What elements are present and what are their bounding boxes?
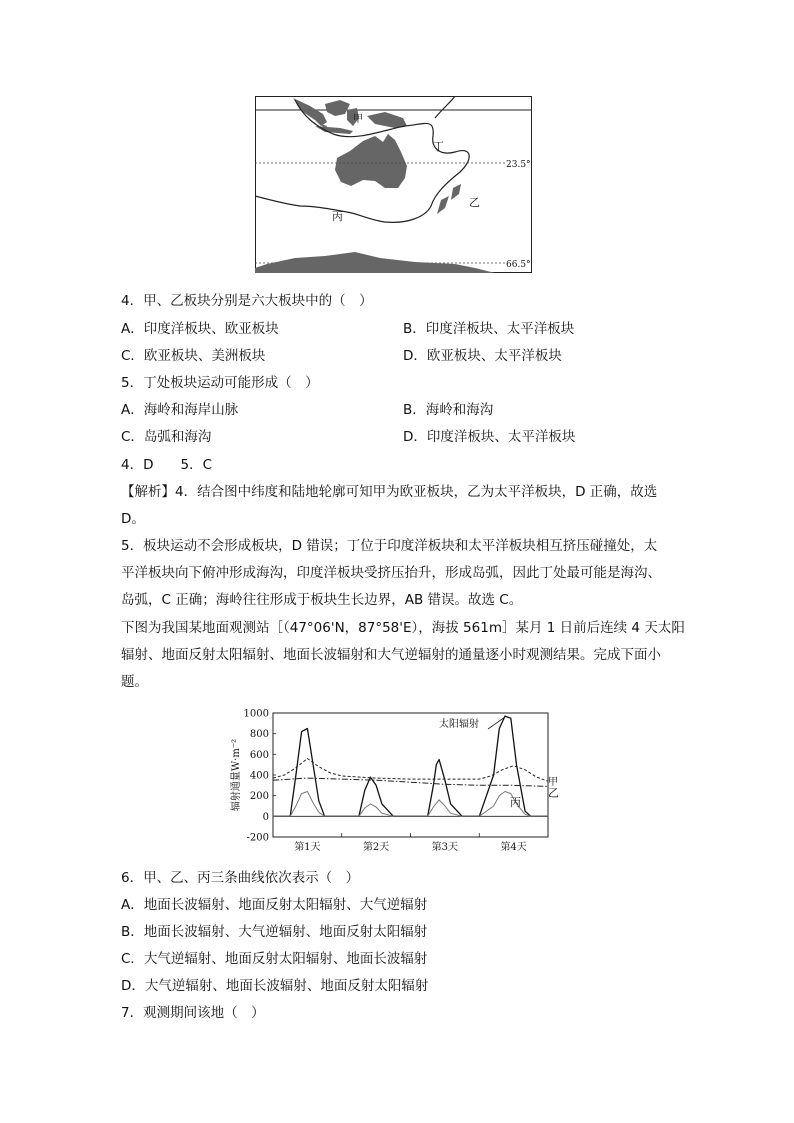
analysis-line-3: 5．板块运动不会形成板块，D 错误；丁位于印度洋板块和太平洋板块相互挤压碰撞处，太: [121, 538, 658, 554]
x-tick-label: 第1天: [294, 842, 321, 853]
label-jia: 甲: [548, 777, 558, 789]
label-lat-66: 66.5°: [506, 260, 531, 270]
x-tick-label: 第2天: [362, 842, 390, 853]
q4-option-c[interactable]: C．欧亚板块、美洲板块: [121, 348, 266, 364]
label-bing: 丙: [332, 210, 343, 223]
q4-stem: 4．甲、乙板块分别是六大板块中的（ ）: [121, 293, 373, 309]
label-bing: 丙: [510, 796, 521, 809]
series-bing: [273, 792, 548, 817]
series-solar: [273, 716, 548, 816]
q5-option-a[interactable]: A．海岭和海岸山脉: [121, 402, 239, 418]
analysis-line-1: 【解析】4．结合图中纬度和陆地轮廓可知甲为欧亚板块，乙为太平洋板块，D 正确，故选: [121, 484, 658, 500]
q7-stem: 7．观测期间该地（ ）: [121, 1005, 265, 1021]
y-tick-label: 600: [249, 749, 269, 761]
q4-option-d[interactable]: D．欧亚板块、太平洋板块: [403, 348, 562, 364]
y-tick-label: 800: [249, 729, 269, 741]
q6-option-b[interactable]: B．地面长波辐射、大气逆辐射、地面反射太阳辐射: [121, 924, 428, 940]
label-jia: 甲: [353, 114, 363, 125]
q6-option-a[interactable]: A．地面长波辐射、地面反射太阳辐射、大气逆辐射: [121, 897, 428, 913]
q6-option-d[interactable]: D．大气逆辐射、地面长波辐射、地面反射太阳辐射: [121, 978, 429, 994]
analysis-line-5: 岛弧，C 正确；海岭往往形成于板块生长边界，AB 错误。故选 C。: [121, 592, 523, 608]
label-yi: 乙: [469, 196, 480, 209]
analysis-line-2: D。: [121, 511, 145, 527]
q4-option-a[interactable]: A．印度洋板块、欧亚板块: [121, 321, 279, 337]
q6-stem: 6．甲、乙、丙三条曲线依次表示（ ）: [121, 870, 360, 886]
y-tick-label: 200: [249, 791, 269, 803]
x-tick-label: 第4天: [500, 842, 527, 853]
x-tick-label: 第3天: [431, 842, 459, 853]
y-axis-label: 辐射通量W·m⁻²: [231, 738, 242, 812]
q5-option-c[interactable]: C．岛弧和海沟: [121, 429, 212, 445]
label-yi: 乙: [548, 786, 559, 800]
label-solar: 太阳辐射: [439, 719, 479, 730]
plate-map: [255, 96, 532, 273]
y-tick-label: 400: [249, 770, 269, 782]
y-tick-label: 0: [262, 811, 269, 823]
intro-line-3: 题。: [121, 674, 148, 690]
label-ding: 丁: [433, 140, 444, 153]
label-lat-23: 23.5°: [506, 160, 531, 170]
y-tick-label: 1000: [243, 708, 269, 720]
analysis-line-4: 平洋板块向下俯冲形成海沟，印度洋板块受挤压抬升，形成岛弧，因此丁处最可能是海沟、: [121, 565, 661, 581]
radiation-chart: [226, 703, 560, 858]
q6-option-c[interactable]: C．大气逆辐射、地面反射太阳辐射、地面长波辐射: [121, 951, 428, 967]
q5-stem: 5．丁处板块运动可能形成（ ）: [121, 375, 319, 391]
intro-line-2: 辐射、地面反射太阳辐射、地面长波辐射和大气逆辐射的通量逐小时观测结果。完成下面小: [121, 647, 661, 663]
q5-option-d[interactable]: D．印度洋板块、太平洋板块: [403, 429, 576, 445]
intro-line-1: 下图为我国某地面观测站［（47°06'N，87°58'E），海拔 561m］某月 1 日前后连续 4 天太阳: [121, 620, 685, 636]
q5-option-b[interactable]: B．海岭和海沟: [403, 402, 494, 418]
answer-line: 4．D 5．C: [121, 457, 212, 473]
q4-option-b[interactable]: B．印度洋板块、太平洋板块: [403, 321, 575, 337]
y-tick-label: -200: [246, 832, 269, 844]
